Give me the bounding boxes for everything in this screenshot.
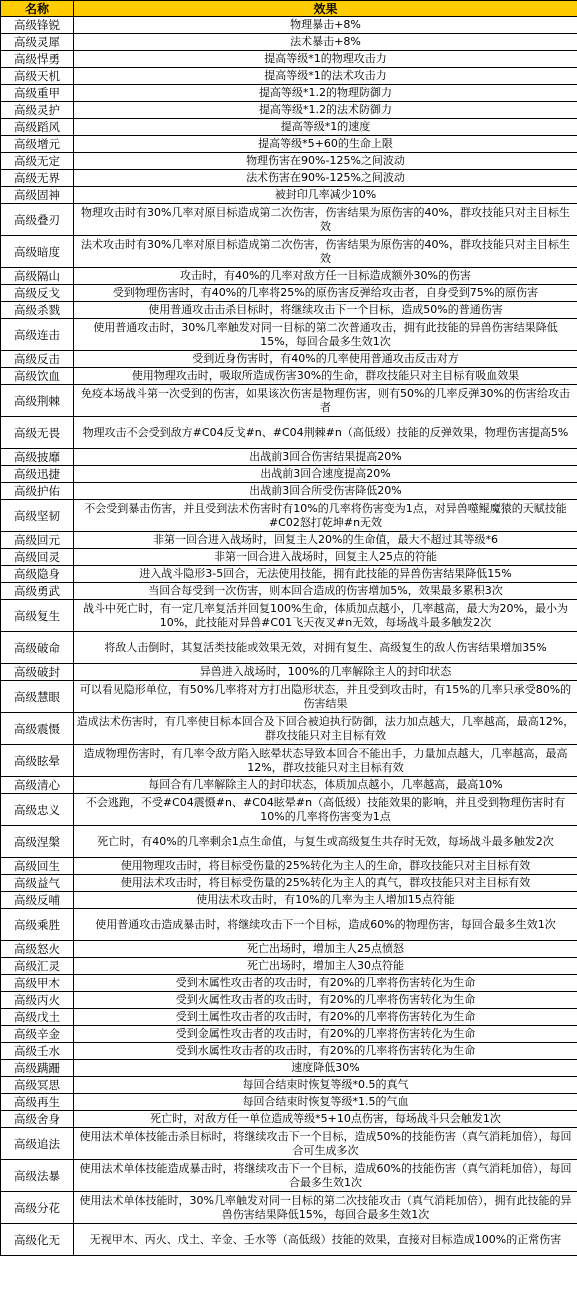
skill-effect-cell: 受到木属性攻击者的攻击时，有20%的几率将伤害转化为生命 xyxy=(74,975,577,992)
table-row xyxy=(1,17,577,34)
table-row xyxy=(1,119,577,136)
skill-name-cell: 高级乘胜 xyxy=(1,909,74,941)
table-row xyxy=(1,268,577,285)
skill-effect-cell: 出战前3回合所受伤害降低20% xyxy=(74,483,577,500)
table-row xyxy=(1,1224,577,1256)
skill-name-cell: 高级回生 xyxy=(1,858,74,875)
table-row xyxy=(1,909,577,941)
table-row xyxy=(1,566,577,583)
skill-effect-cell: 使用物理攻击时，将目标受伤量的25%转化为主人的生命，群攻技能只对主目标有效 xyxy=(74,858,577,875)
skill-name-cell: 高级破封 xyxy=(1,664,74,681)
skill-effect-cell: 攻击时，有40%的几率对敌方任一目标造成额外30%的伤害 xyxy=(74,268,577,285)
table-row xyxy=(1,794,577,826)
skill-effect-cell: 使用法术单体技能造成暴击时，将继续攻击下一个目标，造成60%的技能伤害（真气消耗加倍），每回合最多生效1次 xyxy=(74,1160,577,1192)
skill-name-cell: 高级眩晕 xyxy=(1,745,74,777)
skill-name-cell: 高级迅捷 xyxy=(1,466,74,483)
table-row xyxy=(1,1043,577,1060)
skill-effect-cell: 不会逃跑，不受#C04震慑#n、#C04眩晕#n（高低级）技能效果的影响，并且受到物理伤害时有10%的几率将伤害变为1点 xyxy=(74,794,577,826)
skill-effect-cell: 提高等级*1.2的物理防御力 xyxy=(74,85,577,102)
skill-effect-cell: 死亡时，有40%的几率剩余1点生命值，与复生或高级复生共存时无效，每场战斗最多触发2次 xyxy=(74,826,577,858)
skill-effect-cell: 物理攻击不会受到敌方#C04反戈#n、#C04荆棘#n（高低级）技能的反弹效果，物理伤害提高5% xyxy=(74,417,577,449)
table-row xyxy=(1,600,577,632)
table-row xyxy=(1,1094,577,1111)
table-row xyxy=(1,68,577,85)
skill-name-cell: 高级壬水 xyxy=(1,1043,74,1060)
skill-name-cell: 高级护佑 xyxy=(1,483,74,500)
table-row xyxy=(1,892,577,909)
skill-name-cell: 高级隔山 xyxy=(1,268,74,285)
table-header-row xyxy=(1,1,577,17)
skill-effect-cell: 每回合结束时恢复等级*0.5的真气 xyxy=(74,1077,577,1094)
skill-effect-cell: 战斗中死亡时，有一定几率复活并回复100%生命，体质加点越小，几率越高，最大为20%，最小为10%，此技能对异兽#C01飞天夜叉#n无效，每场战斗最多触发2次 xyxy=(74,600,577,632)
table-row xyxy=(1,745,577,777)
skill-effect-cell: 出战前3回合伤害结果提高20% xyxy=(74,449,577,466)
skill-name-cell: 高级辛金 xyxy=(1,1026,74,1043)
skill-name-cell: 高级蹒跚 xyxy=(1,1060,74,1077)
skill-name-cell: 高级饮血 xyxy=(1,368,74,385)
table-row xyxy=(1,51,577,68)
table-row xyxy=(1,549,577,566)
skill-name-cell: 高级连击 xyxy=(1,319,74,351)
skill-effect-cell: 非第一回合进入战场时，回复主人25点的符能 xyxy=(74,549,577,566)
table-row xyxy=(1,941,577,958)
skill-effect-cell: 免疫本场战斗第一次受到的伤害，如果该次伤害是物理伤害，则有50%的几率反弹30%的伤害给攻击者 xyxy=(74,385,577,417)
skill-name-cell: 高级无定 xyxy=(1,153,74,170)
skill-effect-cell: 不会受到暴击伤害，并且受到法术伤害时有10%的几率将伤害变为1点，对异兽噬鲲魔猿的天赋技能#C02怒打乾坤#n无效 xyxy=(74,500,577,532)
skill-name-cell: 高级锋锐 xyxy=(1,17,74,34)
skill-effect-cell: 法术暴击+8% xyxy=(74,34,577,51)
table-row xyxy=(1,681,577,713)
table-row xyxy=(1,958,577,975)
skill-effect-cell: 死亡时，对敌方任一单位造成等级*5+10点伤害，每场战斗只会触发1次 xyxy=(74,1111,577,1128)
skill-effect-cell: 可以看见隐形单位，有50%几率将对方打出隐形状态，并且受到攻击时，有15%的几率只承受80%的伤害结果 xyxy=(74,681,577,713)
table-row xyxy=(1,532,577,549)
skill-name-cell: 高级冥思 xyxy=(1,1077,74,1094)
table-row xyxy=(1,302,577,319)
skill-name-cell: 高级固神 xyxy=(1,187,74,204)
skill-name-cell: 高级悍勇 xyxy=(1,51,74,68)
table-row xyxy=(1,449,577,466)
skill-name-cell: 高级甲木 xyxy=(1,975,74,992)
table-row xyxy=(1,777,577,794)
skill-effect-cell: 使用普通攻击击杀目标时，将继续攻击下一个目标，造成50%的普通伤害 xyxy=(74,302,577,319)
skill-effect-cell: 受到水属性攻击者的攻击时，有20%的几率将伤害转化为生命 xyxy=(74,1043,577,1060)
skill-name-cell: 高级涅槃 xyxy=(1,826,74,858)
table-row xyxy=(1,319,577,351)
table-row xyxy=(1,992,577,1009)
skill-effect-cell: 物理伤害在90%-125%之间波动 xyxy=(74,153,577,170)
skill-effect-cell: 使用物理攻击时，吸取所造成伤害30%的生命，群攻技能只对主目标有吸血效果 xyxy=(74,368,577,385)
skill-name-cell: 高级反哺 xyxy=(1,892,74,909)
skill-effect-cell: 无视甲木、丙火、戊土、辛金、壬水等（高低级）技能的效果，直接对目标造成100%的正常伤害 xyxy=(74,1224,577,1256)
skill-effect-cell: 受到火属性攻击者的攻击时，有20%的几率将伤害转化为生命 xyxy=(74,992,577,1009)
table-row xyxy=(1,483,577,500)
table-row xyxy=(1,664,577,681)
skill-name-cell: 高级慧眼 xyxy=(1,681,74,713)
skill-name-cell: 高级清心 xyxy=(1,777,74,794)
table-row xyxy=(1,500,577,532)
skill-name-cell: 高级震慑 xyxy=(1,713,74,745)
table-row xyxy=(1,1128,577,1160)
skill-effect-cell: 出战前3回合速度提高20% xyxy=(74,466,577,483)
skill-effect-cell: 将敌人击倒时，其复活类技能或效果无效，对拥有复生、高级复生的敌人伤害结果增加35% xyxy=(74,632,577,664)
skill-name-cell: 高级汇灵 xyxy=(1,958,74,975)
table-row xyxy=(1,1060,577,1077)
table-row xyxy=(1,632,577,664)
skill-effect-cell: 使用法术单体技能击杀目标时，将继续攻击下一个目标，造成50%的技能伤害（真气消耗加倍），每回合可生成多次 xyxy=(74,1128,577,1160)
skill-name-cell: 高级回灵 xyxy=(1,549,74,566)
table-row xyxy=(1,187,577,204)
skill-name-cell: 高级破命 xyxy=(1,632,74,664)
table-row xyxy=(1,85,577,102)
skill-effect-cell: 物理攻击时有30%几率对原目标造成第二次伤害，伤害结果为原伤害的40%，群攻技能只对主目标生效 xyxy=(74,204,577,236)
table-row xyxy=(1,34,577,51)
skill-effect-cell: 每回合结束时恢复等级*1.5的气血 xyxy=(74,1094,577,1111)
skill-effect-cell: 受到物理伤害时，有40%的几率将25%的原伤害反弹给攻击者，自身受到75%的原伤害 xyxy=(74,285,577,302)
table-row xyxy=(1,1192,577,1224)
skill-effect-cell: 进入战斗隐形3-5回合，无法使用技能，拥有此技能的异兽伤害结果降低15% xyxy=(74,566,577,583)
skill-effect-cell: 每回合有几率解除主人的封印状态，体质加点越小，几率越高，最高10% xyxy=(74,777,577,794)
skill-effect-cell: 造成法术伤害时，有几率使目标本回合及下回合被迫执行防御，法力加点越大，几率越高，最高12%，群攻技能只对主目标有效 xyxy=(74,713,577,745)
skill-effect-cell: 当回合每受到一次伤害，则本回合造成的伤害增加5%，效果最多累积3次 xyxy=(74,583,577,600)
table-row xyxy=(1,204,577,236)
table-row xyxy=(1,236,577,268)
table-row xyxy=(1,826,577,858)
skill-effect-cell: 死亡出场时，增加主人25点愤怒 xyxy=(74,941,577,958)
header-name: 名称 xyxy=(1,1,74,17)
skill-effect-cell: 使用普通攻击时，30%几率触发对同一目标的第二次普通攻击，拥有此技能的异兽伤害结果降低15%，每回合最多生效1次 xyxy=(74,319,577,351)
table-row xyxy=(1,385,577,417)
table-row xyxy=(1,875,577,892)
skill-name-cell: 高级重甲 xyxy=(1,85,74,102)
skill-effect-cell: 提高等级*1的法术攻击力 xyxy=(74,68,577,85)
table-body xyxy=(1,17,577,1256)
skill-effect-cell: 法术攻击时有30%几率对原目标造成第二次伤害，伤害结果为原伤害的40%，群攻技能只对主目标生效 xyxy=(74,236,577,268)
skill-effect-cell: 提高等级*1.2的法术防御力 xyxy=(74,102,577,119)
skill-name-cell: 高级隐身 xyxy=(1,566,74,583)
table-row xyxy=(1,713,577,745)
skill-effect-cell: 异兽进入战场时，100%的几率解除主人的封印状态 xyxy=(74,664,577,681)
skill-name-cell: 高级反戈 xyxy=(1,285,74,302)
table-row xyxy=(1,858,577,875)
table-row xyxy=(1,975,577,992)
skill-effect-cell: 使用法术单体技能时，30%几率触发对同一目标的第二次技能攻击（真气消耗加倍），拥有此技能的异兽伤害结果降低15%，每回合最多生效1次 xyxy=(74,1192,577,1224)
skill-name-cell: 高级化无 xyxy=(1,1224,74,1256)
table-row xyxy=(1,368,577,385)
skill-effect-cell: 使用普通攻击造成暴击时，将继续攻击下一个目标，造成60%的物理伤害，每回合最多生效1次 xyxy=(74,909,577,941)
skill-name-cell: 高级叠刃 xyxy=(1,204,74,236)
skill-effect-cell: 速度降低30% xyxy=(74,1060,577,1077)
skill-name-cell: 高级法暴 xyxy=(1,1160,74,1192)
table-row xyxy=(1,153,577,170)
table-row xyxy=(1,417,577,449)
table-row xyxy=(1,1077,577,1094)
skill-effect-cell: 法术伤害在90%-125%之间波动 xyxy=(74,170,577,187)
skill-effect-cell: 死亡出场时，增加主人30点符能 xyxy=(74,958,577,975)
table-row xyxy=(1,1026,577,1043)
skill-name-cell: 高级杀戮 xyxy=(1,302,74,319)
skill-name-cell: 高级天机 xyxy=(1,68,74,85)
skill-effect-cell: 受到金属性攻击者的攻击时，有20%的几率将伤害转化为生命 xyxy=(74,1026,577,1043)
table-row xyxy=(1,102,577,119)
skill-name-cell: 高级荆棘 xyxy=(1,385,74,417)
skill-name-cell: 高级复生 xyxy=(1,600,74,632)
skill-effect-cell: 提高等级*5+60的生命上限 xyxy=(74,136,577,153)
skill-effect-cell: 使用法术攻击时，有10%的几率为主人增加15点符能 xyxy=(74,892,577,909)
skill-name-cell: 高级益气 xyxy=(1,875,74,892)
table-row xyxy=(1,170,577,187)
table-row xyxy=(1,136,577,153)
skill-effect-cell: 受到近身伤害时，有40%的几率使用普通攻击反击对方 xyxy=(74,351,577,368)
skill-name-cell: 高级反击 xyxy=(1,351,74,368)
skill-effect-cell: 被封印几率减少10% xyxy=(74,187,577,204)
skill-name-cell: 高级丙火 xyxy=(1,992,74,1009)
skill-name-cell: 高级再生 xyxy=(1,1094,74,1111)
table-row xyxy=(1,351,577,368)
table-row xyxy=(1,1009,577,1026)
skill-name-cell: 高级舍身 xyxy=(1,1111,74,1128)
skill-name-cell: 高级披靡 xyxy=(1,449,74,466)
skill-name-cell: 高级坚韧 xyxy=(1,500,74,532)
skill-name-cell: 高级暗度 xyxy=(1,236,74,268)
skill-name-cell: 高级回元 xyxy=(1,532,74,549)
table-row xyxy=(1,1160,577,1192)
skill-name-cell: 高级怒火 xyxy=(1,941,74,958)
skill-name-cell: 高级追法 xyxy=(1,1128,74,1160)
skill-name-cell: 高级灵护 xyxy=(1,102,74,119)
skill-name-cell: 高级无界 xyxy=(1,170,74,187)
skill-effect-cell: 非第一回合进入战场时，回复主人20%的生命值，最大不超过其等级*6 xyxy=(74,532,577,549)
skill-name-cell: 高级灵犀 xyxy=(1,34,74,51)
skill-name-cell: 高级忠义 xyxy=(1,794,74,826)
skill-effect-cell: 物理暴击+8% xyxy=(74,17,577,34)
skill-name-cell: 高级蹈风 xyxy=(1,119,74,136)
table-row xyxy=(1,285,577,302)
header-effect: 效果 xyxy=(74,1,577,17)
skill-effect-cell: 造成物理伤害时，有几率令敌方陷入眩晕状态导致本回合不能出手，力量加点越大，几率越高，最高12%，群攻技能只对主目标有效 xyxy=(74,745,577,777)
skill-effect-cell: 提高等级*1的物理攻击力 xyxy=(74,51,577,68)
skill-effect-cell: 受到土属性攻击者的攻击时，有20%的几率将伤害转化为生命 xyxy=(74,1009,577,1026)
skill-name-cell: 高级戊土 xyxy=(1,1009,74,1026)
table-row xyxy=(1,583,577,600)
table-row xyxy=(1,1111,577,1128)
skill-name-cell: 高级分花 xyxy=(1,1192,74,1224)
skill-name-cell: 高级勇武 xyxy=(1,583,74,600)
table-row xyxy=(1,466,577,483)
skill-name-cell: 高级无畏 xyxy=(1,417,74,449)
skill-effect-cell: 使用法术攻击时，将目标受伤量的25%转化为主人的真气，群攻技能只对主目标有效 xyxy=(74,875,577,892)
skill-name-cell: 高级增元 xyxy=(1,136,74,153)
skill-effect-cell: 提高等级*1的速度 xyxy=(74,119,577,136)
